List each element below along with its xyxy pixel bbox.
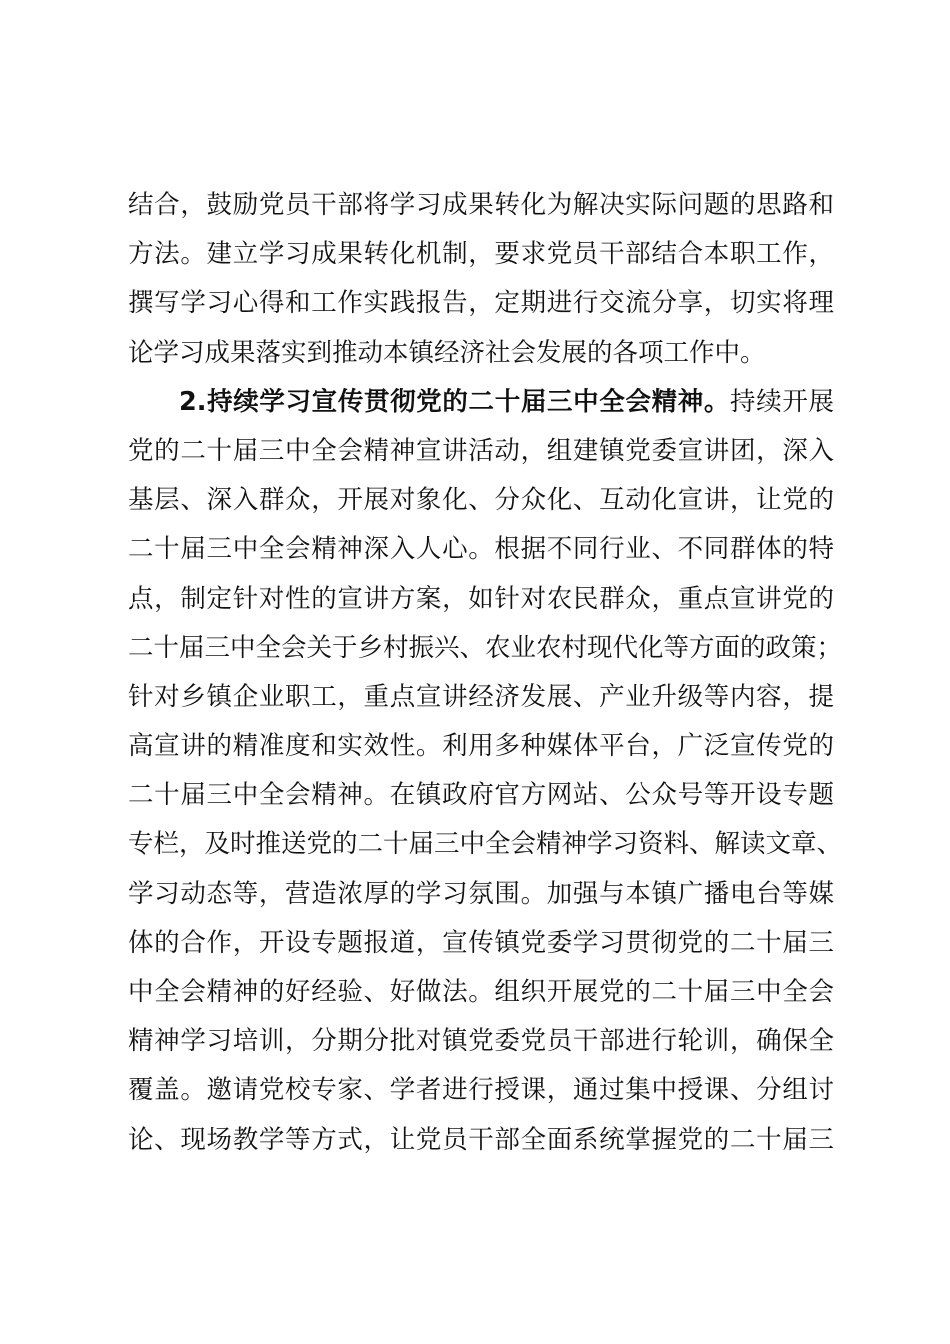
body-line: 党的二十届三中全会精神宣讲活动，组建镇党委宣讲团，深入 <box>128 435 834 466</box>
body-line: 撰写学习心得和工作实践报告，定期进行交流分享，切实将理 <box>128 288 834 319</box>
body-line: 高宣讲的精准度和实效性。利用多种媒体平台，广泛宣传党的 <box>128 731 834 762</box>
body-line: 中全会精神的好经验、好做法。组织开展党的二十届三中全会 <box>128 977 834 1007</box>
body-line: 学习动态等，营造浓厚的学习氛围。加强与本镇广播电台等媒 <box>128 878 834 909</box>
body-line: 覆盖。邀请党校专家、学者进行授课，通过集中授课、分组讨 <box>128 1075 834 1106</box>
section-heading-line <box>128 378 834 427</box>
body-line: 方法。建立学习成果转化机制，要求党员干部结合本职工作， <box>128 239 834 270</box>
body-line: 专栏，及时推送党的二十届三中全会精神学习资料、解读文章、 <box>128 829 843 860</box>
body-line: 基层、深入群众，开展对象化、分众化、互动化宣讲，让党的 <box>128 485 834 516</box>
body-line: 二十届三中全会精神。在镇政府官方网站、公众号等开设专题 <box>128 780 834 811</box>
document-body <box>128 181 843 1165</box>
body-line: 精神学习培训，分期分批对镇党委党员干部进行轮训，确保全 <box>128 1026 834 1057</box>
body-line: 论、现场教学等方式，让党员干部全面系统掌握党的二十届三 <box>128 1124 834 1155</box>
body-line: 结合，鼓励党员干部将学习成果转化为解决实际问题的思路和 <box>128 190 834 220</box>
body-line: 二十届三中全会关于乡村振兴、农业农村现代化等方面的政策； <box>128 632 843 663</box>
body-line: 论学习成果落实到推动本镇经济社会发展的各项工作中。 <box>128 337 766 368</box>
section-heading-continuation: 持续开展 <box>730 386 834 417</box>
body-line: 体的合作，开设专题报道，宣传镇党委学习贯彻党的二十届三 <box>128 927 834 958</box>
body-line: 针对乡镇企业职工，重点宣讲经济发展、产业升级等内容，提 <box>128 681 834 712</box>
body-line: 点，制定针对性的宣讲方案，如针对农民群众，重点宣讲党的 <box>128 583 834 614</box>
body-line: 二十届三中全会精神深入人心。根据不同行业、不同群体的特 <box>128 534 834 565</box>
section-heading: 2.持续学习宣传贯彻党的二十届三中全会精神。 <box>179 386 731 417</box>
